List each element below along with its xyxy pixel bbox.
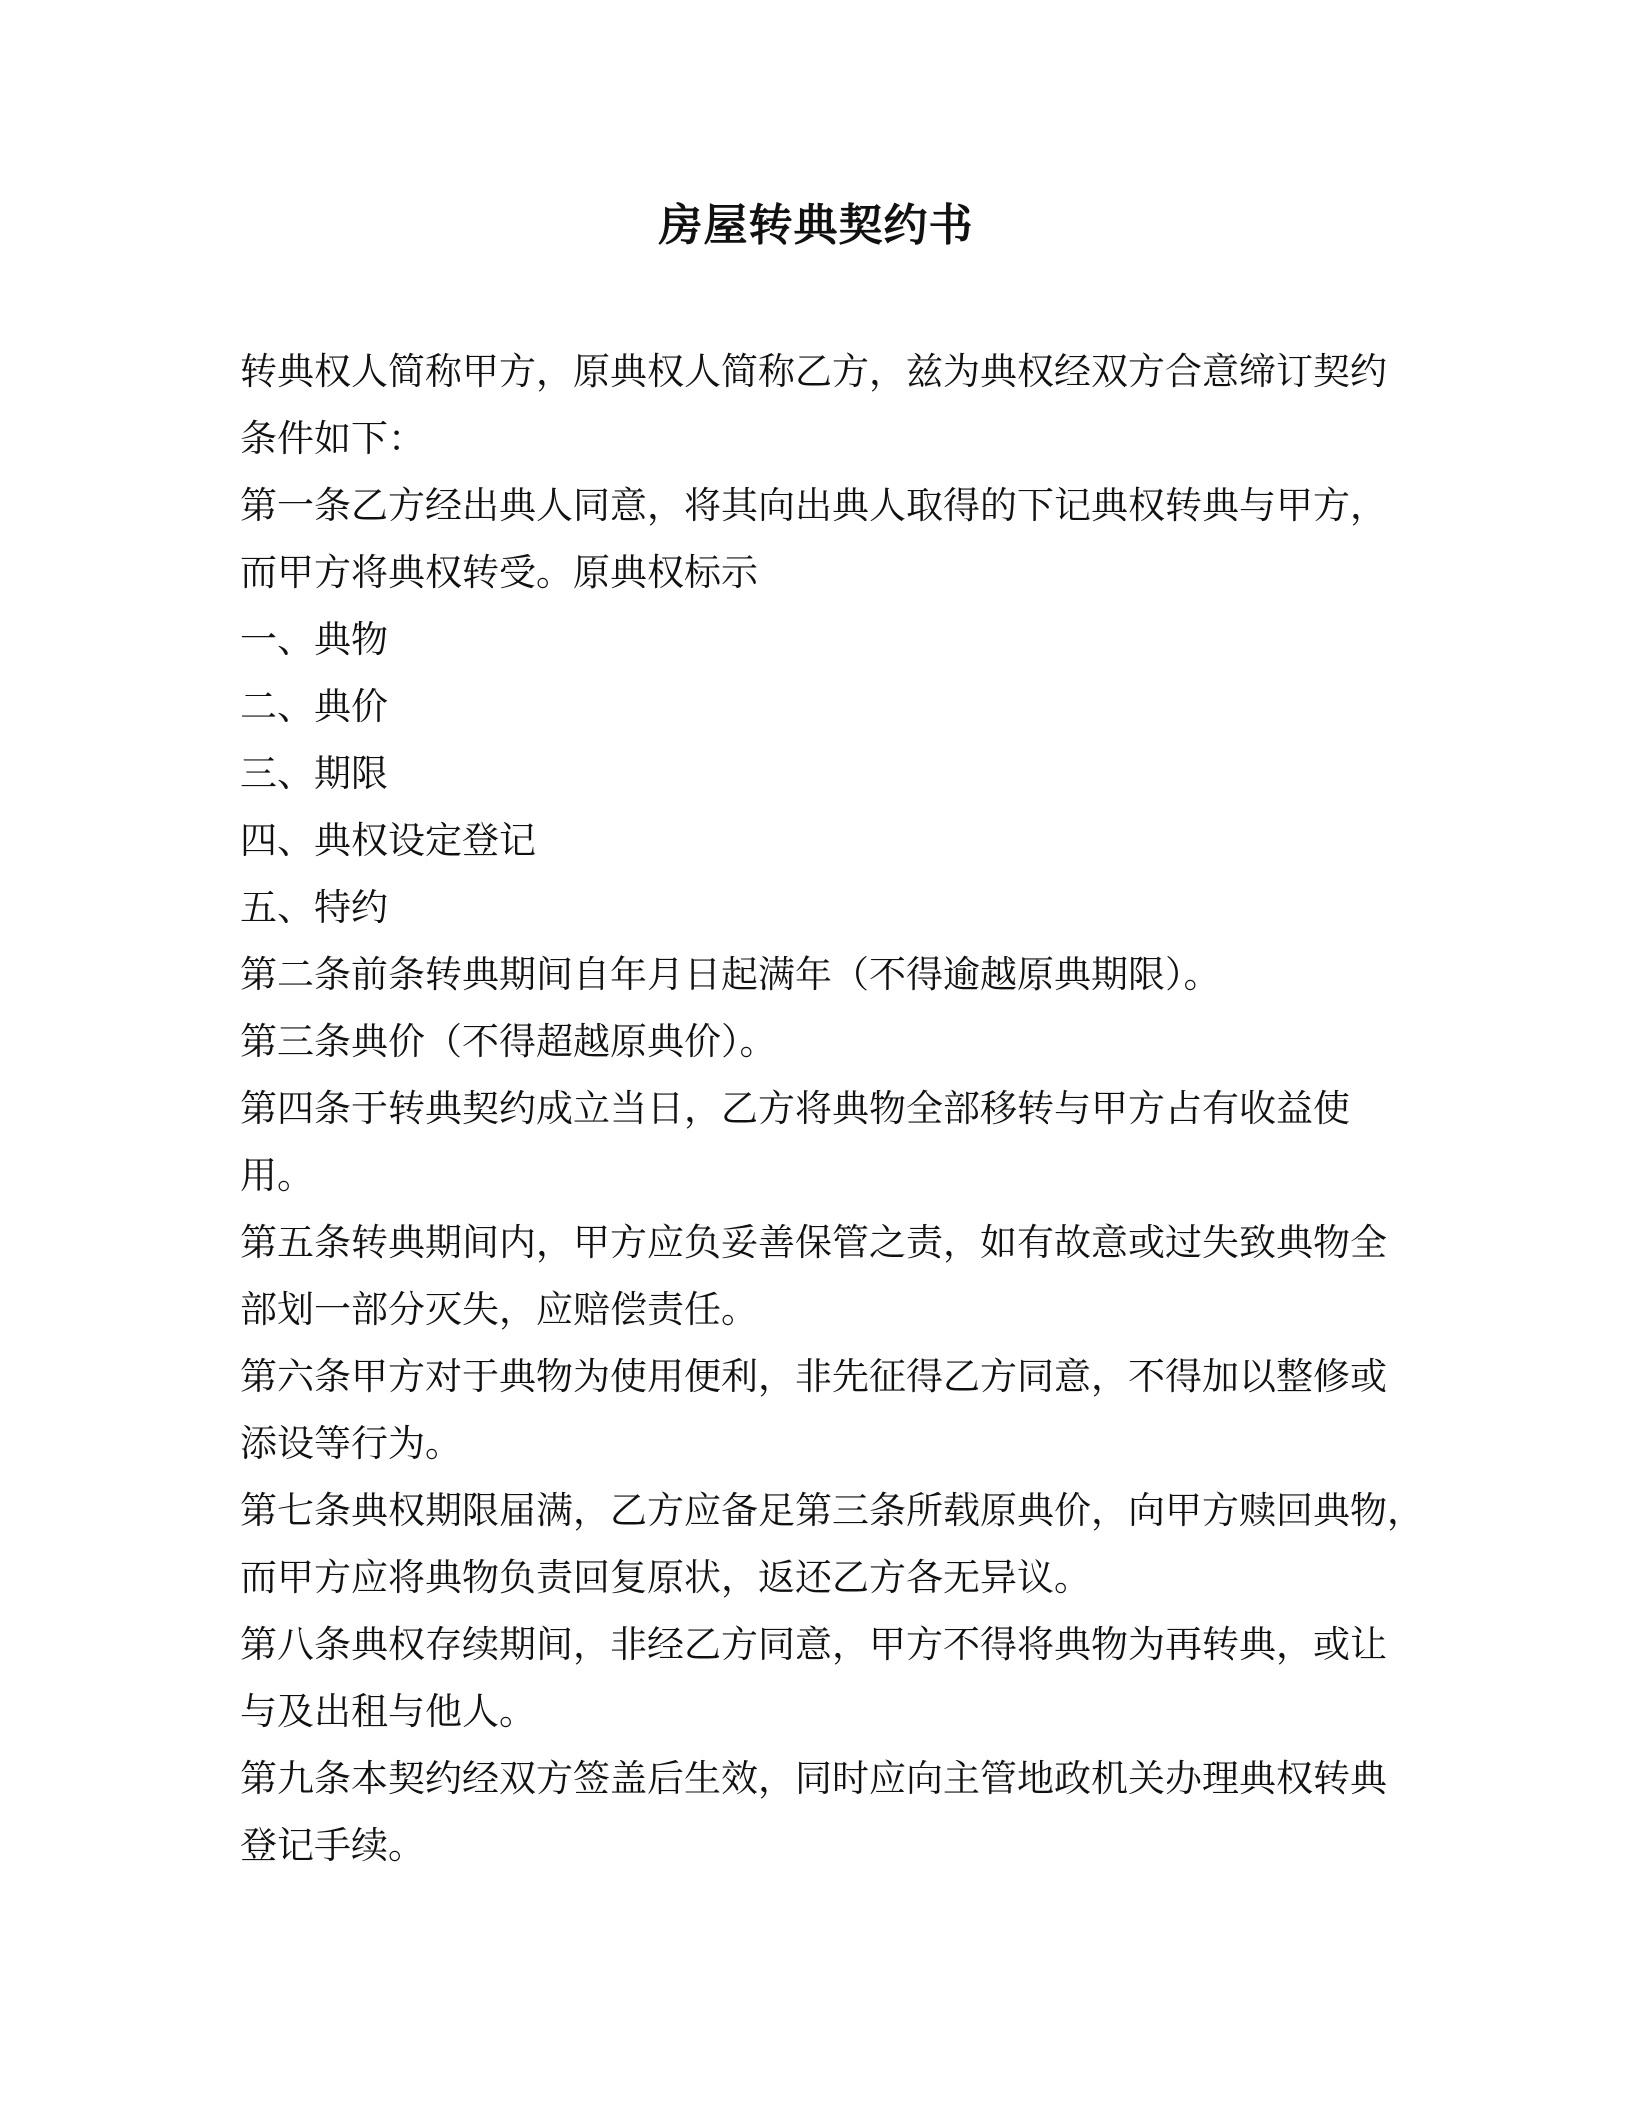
text-line: 第一条乙方经出典人同意，将其向出典人取得的下记典权转典与甲方， xyxy=(240,484,1387,527)
text-line: 三、期限 xyxy=(240,752,388,795)
text-line: 用。 xyxy=(240,1154,314,1197)
text-line: 而甲方应将典物负责回复原状，返还乙方各无异议。 xyxy=(240,1556,1091,1599)
text-line: 一、典物 xyxy=(240,618,388,661)
text-line: 五、特约 xyxy=(240,886,388,929)
text-line: 第七条典权期限届满，乙方应备足第三条所载原典价，向甲方赎回典物， xyxy=(240,1489,1424,1532)
text-line: 第二条前条转典期间自年月日起满年（不得逾越原典期限）。 xyxy=(240,953,1221,996)
text-line: 转典权人简称甲方，原典权人简称乙方，兹为典权经双方合意缔订契约 xyxy=(240,350,1387,393)
text-line: 添设等行为。 xyxy=(240,1422,462,1465)
text-line: 部划一部分灭失，应赔偿责任。 xyxy=(240,1288,758,1331)
text-line: 第六条甲方对于典物为使用便利，非先征得乙方同意，不得加以整修或 xyxy=(240,1355,1387,1398)
text-line: 与及出租与他人。 xyxy=(240,1690,536,1733)
text-line: 第三条典价（不得超越原典价）。 xyxy=(240,1020,777,1063)
text-line: 第八条典权存续期间，非经乙方同意，甲方不得将典物为再转典，或让 xyxy=(240,1623,1387,1666)
text-line: 第五条转典期间内，甲方应负妥善保管之责，如有故意或过失致典物全 xyxy=(240,1221,1387,1264)
text-line: 第九条本契约经双方签盖后生效，同时应向主管地政机关办理典权转典 xyxy=(240,1757,1387,1800)
text-line: 条件如下： xyxy=(240,417,425,460)
document-body xyxy=(240,338,1424,1879)
text-line: 四、典权设定登记 xyxy=(240,819,536,862)
text-line: 二、典价 xyxy=(240,685,388,728)
document-title: 房屋转典契约书 xyxy=(658,200,974,251)
text-line: 登记手续。 xyxy=(240,1824,425,1867)
text-line: 而甲方将典权转受。原典权标示 xyxy=(240,551,758,594)
text-line: 第四条于转典契约成立当日，乙方将典物全部移转与甲方占有收益使 xyxy=(240,1087,1350,1130)
